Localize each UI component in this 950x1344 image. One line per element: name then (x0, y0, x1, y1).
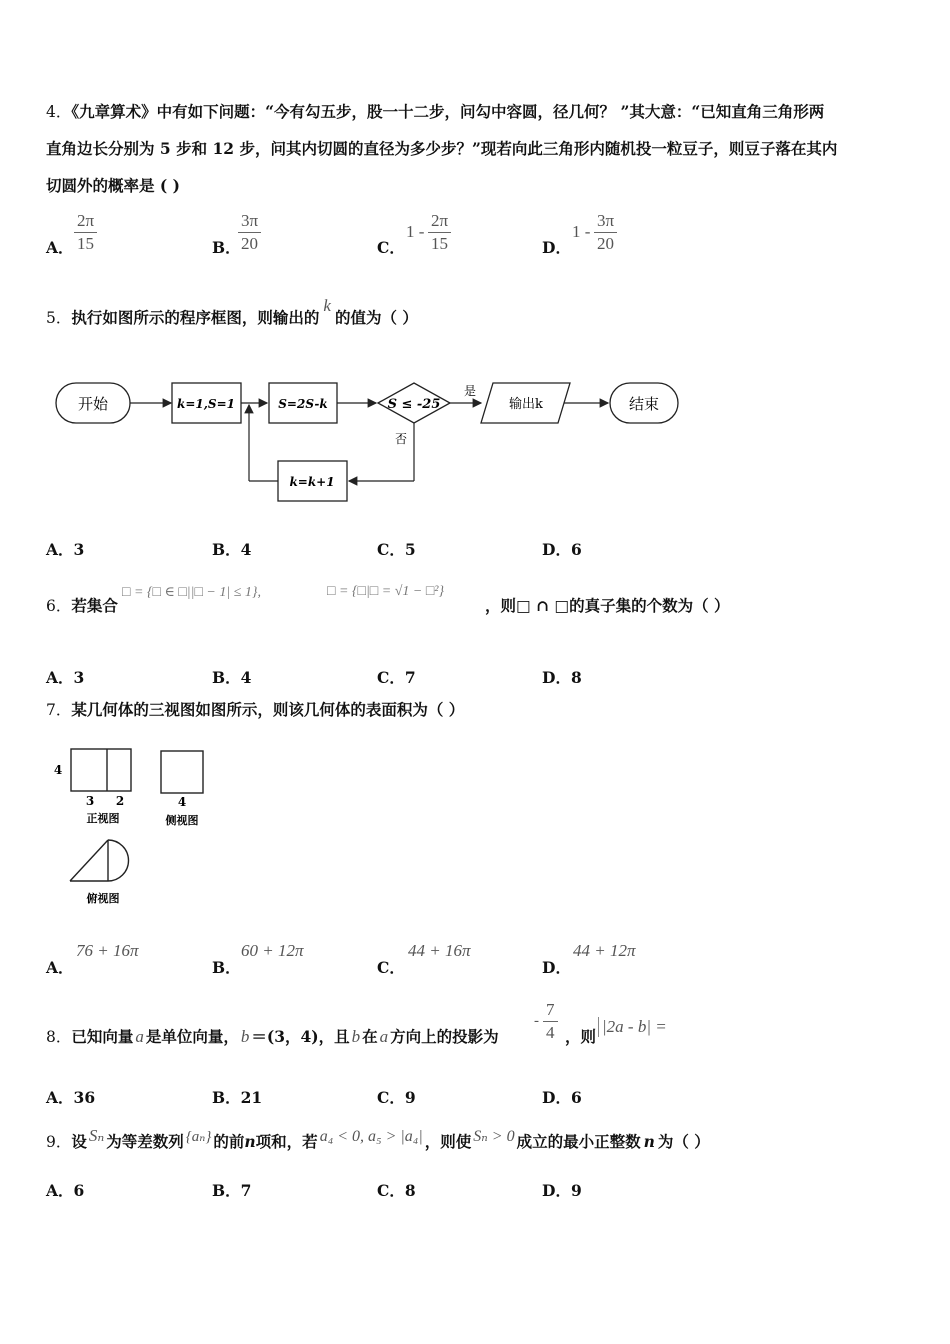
q4-option-b-fraction: 3π 20 (238, 211, 261, 254)
q9-stem: 9．设 Sₙ 为等差数列 {aₙ} 的前n项和，若 a₄ < 0, a₅ > |a₄| ，则使 Sₙ > 0 成立的最小正整数 n 为（ ） (46, 1126, 710, 1151)
front-view-label: 正视图 (86, 812, 120, 825)
q6-stem: 6．若集合 (46, 596, 118, 615)
q6-option-c[interactable]: C．7 (377, 668, 416, 687)
flow-no-label: 否 (394, 432, 408, 446)
q5-var-k: k (323, 296, 331, 315)
q8-proj-fraction: 7 4 (543, 1000, 558, 1043)
q5-flowchart (40, 360, 700, 510)
q6-option-b[interactable]: B．4 (212, 668, 252, 687)
q4-option-a-fraction: 2π 15 (74, 211, 97, 254)
q4-line2: 直角边长分别为 5 步和 12 步，问其内切圆的直径为多少步？”现若向此三角形内随机投一粒豆子，则豆子落在其内 (46, 139, 838, 158)
q4-line3: 切圆外的概率是 ( ) (46, 176, 180, 195)
q4-number: 4． (46, 103, 72, 121)
q8-stem: 8．已知向量 a 是单位向量， b ＝(3，4)，且 b 在 a 方向上的投影为 (46, 1027, 499, 1046)
q4-option-d-fraction: 3π 20 (594, 211, 617, 254)
q6-option-d[interactable]: D．8 (542, 668, 582, 687)
flow-init-label: k=1,S=1 (177, 397, 235, 411)
flow-output-label: 输出k (509, 397, 543, 412)
q8-then: ，则 (565, 1027, 597, 1046)
svg-text:4: 4 (53, 763, 63, 777)
side-view-label: 侧视图 (165, 814, 199, 827)
q5-option-d[interactable]: D．6 (542, 540, 582, 559)
q9-option-c[interactable]: C．8 (377, 1181, 416, 1200)
q7-stem: 7．某几何体的三视图如图所示，则该几何体的表面积为（ ） (46, 700, 465, 719)
q8-proj-sign: - (534, 1013, 539, 1029)
q8-expression: |2a - b| = (598, 1017, 667, 1037)
side-view (161, 751, 203, 793)
q8-option-a[interactable]: A．36 (46, 1088, 96, 1107)
q8-option-b[interactable]: B．21 (212, 1088, 263, 1107)
q5-option-a[interactable]: A．3 (46, 540, 85, 559)
flow-decision-label: S ≤ -25 (387, 397, 441, 412)
flow-end-label: 结束 (628, 395, 660, 413)
q9-option-d[interactable]: D．9 (542, 1181, 582, 1200)
q6-option-a[interactable]: A．3 (46, 668, 85, 687)
q4-option-c-fraction: 2π 15 (428, 211, 451, 254)
flow-start-label: 开始 (77, 395, 109, 413)
flow-increment-label: k=k+1 (289, 475, 335, 489)
top-view (70, 840, 129, 881)
q4-text-line1: 《九章算术》中有如下问题：“今有勾五步，股一十二步，问勾中容圆，径几何？ ”其大意：“已知直角三角形两 (71, 102, 825, 121)
q4-option-c-prefix: 1 - (406, 222, 425, 241)
q8-option-d[interactable]: D．6 (542, 1088, 582, 1107)
top-view-label: 俯视图 (86, 892, 120, 905)
front-view (71, 749, 131, 791)
q6-set-a: □ = {□ ∈ □||□ − 1| ≤ 1}, (122, 585, 262, 600)
svg-text:2: 2 (115, 794, 125, 808)
q7-three-views (50, 740, 230, 915)
flow-yes-label: 是 (463, 384, 477, 398)
q4-line1 (46, 101, 824, 123)
q5-option-b[interactable]: B．4 (212, 540, 252, 559)
flow-update-label: S=2S-k (278, 397, 328, 411)
q9-option-a[interactable]: A．6 (46, 1181, 85, 1200)
q5-option-c[interactable]: C．5 (377, 540, 416, 559)
q6-set-b: □ = {□|□ = √1 − □²} (327, 584, 445, 599)
svg-text:3: 3 (85, 794, 95, 808)
q6-stem-tail: ，则□ ∩ □的真子集的个数为（ ） (485, 596, 730, 615)
q4-option-d-prefix: 1 - (572, 222, 591, 241)
svg-text:4: 4 (177, 795, 187, 809)
q9-option-b[interactable]: B．7 (212, 1181, 252, 1200)
q5-stem: 5．执行如图所示的程序框图，则输出的k的值为（ ） (46, 296, 418, 327)
q8-option-c[interactable]: C．9 (377, 1088, 416, 1107)
